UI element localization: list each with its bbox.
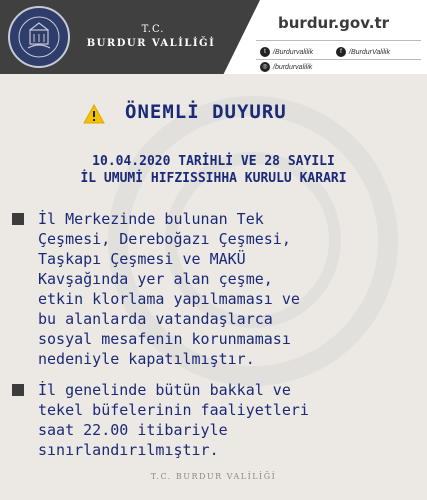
divider <box>256 40 421 41</box>
footer-org-name: T.C. BURDUR VALİLİĞİ <box>150 472 277 481</box>
instagram-icon: ◎ <box>260 62 270 72</box>
org-tc-label: T.C. <box>141 24 165 35</box>
facebook-link[interactable] <box>336 45 390 59</box>
bullet-text-line: Taşkapı Çeşmesi ve MAKÜ <box>38 250 246 268</box>
subtitle-line: İL UMUMİ HIFZISSIHHA KURULU KARARI <box>80 171 347 186</box>
bullet-text-line: tekel büfelerinin faaliyetleri <box>38 401 309 419</box>
twitter-handle: /Burdurvalilik <box>273 48 314 56</box>
facebook-handle: /BurdurValilik <box>349 48 390 56</box>
bullet-text-line: sosyal mesafenin korunmaması <box>38 330 291 348</box>
burdur-valilik-seal-logo <box>8 6 70 68</box>
bullet-text-line: sınırlandırılmıştır. <box>38 441 219 459</box>
bullet-text-line: İl Merkezinde bulunan Tek <box>38 210 264 228</box>
instagram-handle: /burdurvalilik <box>273 63 313 71</box>
org-name-label: BURDUR VALİLİĞİ <box>86 38 216 49</box>
announcement-title: ÖNEMLİ DUYURU <box>125 101 287 123</box>
instagram-link[interactable] <box>260 60 312 74</box>
bullet-text-line: Çeşmesi, Dereboğazı Çeşmesi, <box>38 230 291 248</box>
bullet-text-line: etkin klorlama yapılmaması ve <box>38 290 300 308</box>
twitter-link[interactable] <box>260 45 313 59</box>
subtitle-line: 10.04.2020 TARİHLİ VE 28 SAYILI <box>92 154 335 169</box>
bullet-square-icon <box>12 384 24 396</box>
warning-icon <box>83 104 105 124</box>
website-link[interactable]: burdur.gov.tr <box>278 14 390 32</box>
twitter-icon: t <box>260 47 270 57</box>
bullet-square-icon <box>12 213 24 225</box>
bullet-text-line: İl genelinde bütün bakkal ve <box>38 381 291 399</box>
bullet-text-line: bu alanlarda vatandaşlarca <box>38 310 273 328</box>
facebook-icon: f <box>336 47 346 57</box>
header <box>0 0 427 74</box>
bullet-text-line: saat 22.00 itibariyle <box>38 421 228 439</box>
bullet-text-line: nedeniyle kapatılmıştır. <box>38 350 255 368</box>
bullet-text-line: Kavşağında yer alan çeşme, <box>38 270 273 288</box>
